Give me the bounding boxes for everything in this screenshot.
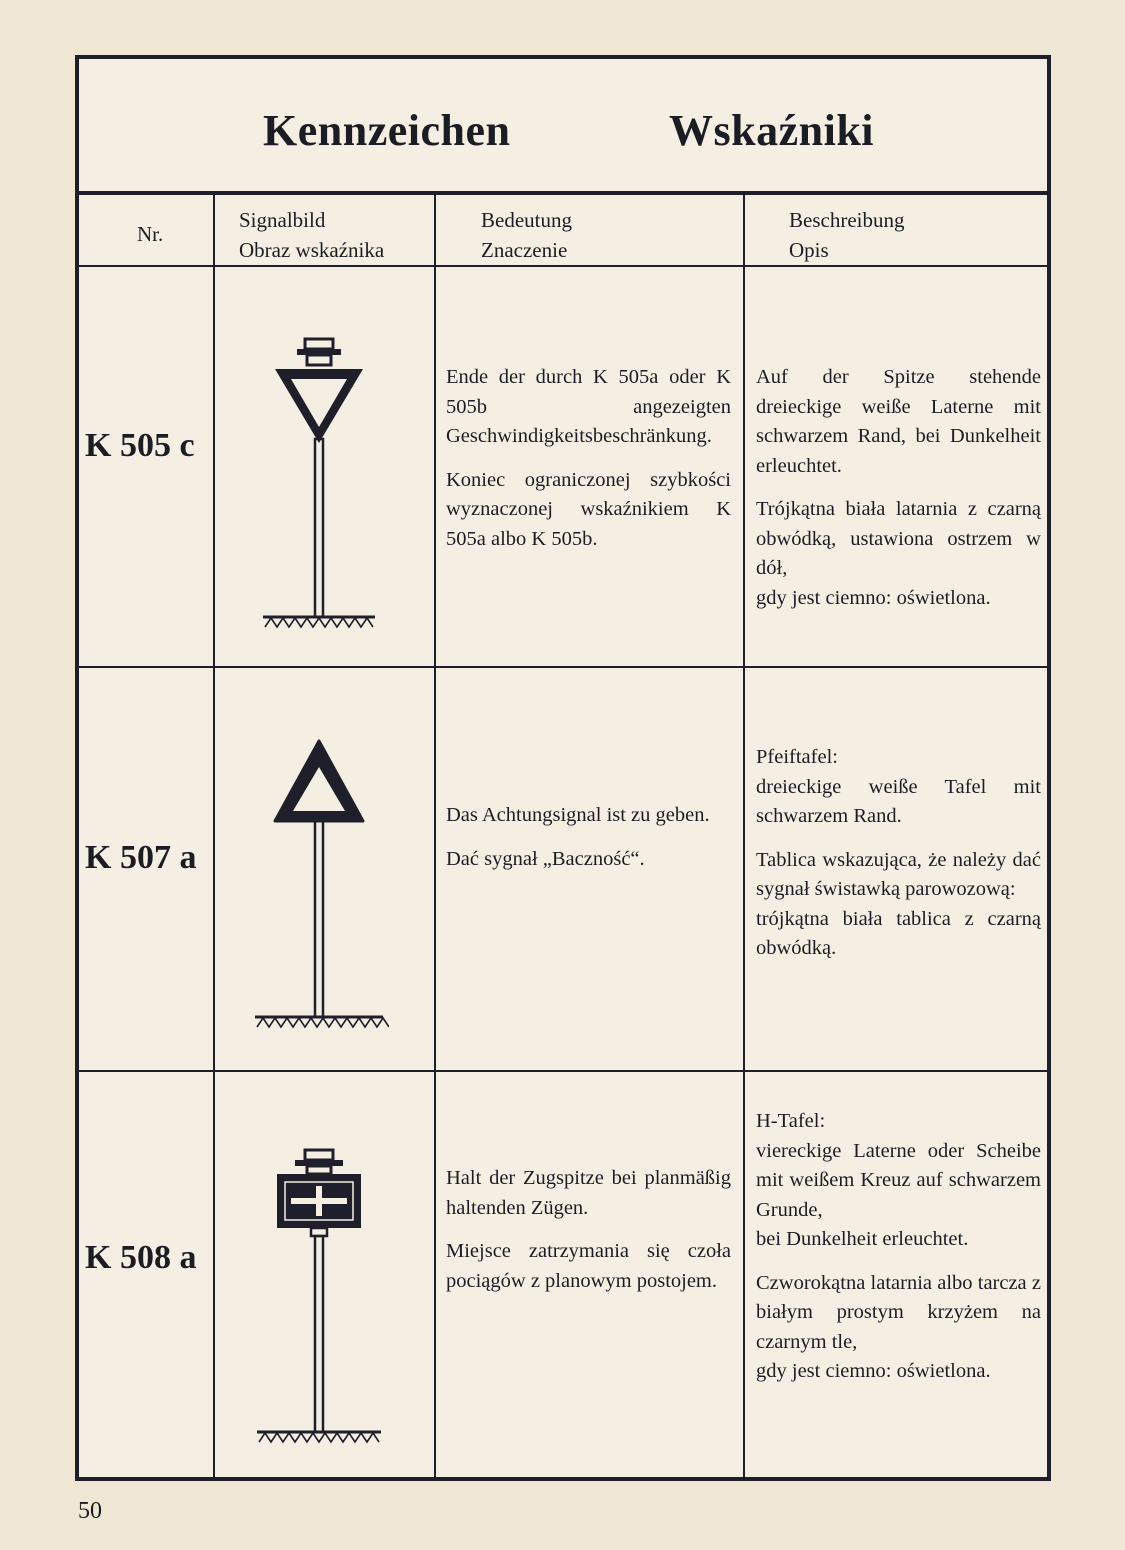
row-divider [79, 666, 1047, 668]
cross-lantern-icon [249, 1144, 389, 1449]
column-divider [434, 195, 436, 1477]
page-number: 50 [78, 1498, 102, 1524]
column-header-nr: Nr. [137, 222, 164, 246]
meaning-cell: Ende der durch K 505a oder K 505b angezeigten Geschwindigkeitsbeschränkung. Koniec ograniczonej szybkości wyznaczonej wskaźnikiem K 505a albo K 505b. [446, 366, 731, 550]
signal-number: K 507 a [85, 839, 197, 876]
signal-number: K 505 c [85, 427, 195, 464]
column-header-signal: Signalbild Obraz wskaźnika [239, 208, 385, 262]
meaning-cell: Halt der Zugspitze bei planmäßig haltenden Zügen. Miejsce zatrzymania się czoła pociągów z planowym postojem. [446, 1167, 731, 1292]
title-polish: Wskaźniki [669, 106, 875, 155]
inverted-triangle-lantern-icon [249, 331, 389, 631]
signal-number: K 508 a [85, 1239, 197, 1276]
header-row-divider [79, 265, 1047, 267]
column-divider [213, 195, 215, 1477]
signals-table [75, 55, 1051, 1481]
meaning-cell: Das Achtungsignal ist zu geben. Dać sygnał „Baczność“. [446, 804, 710, 870]
title-band [79, 59, 1047, 195]
description-cell: H-Tafel: viereckige Laterne oder Scheibe mit weißem Kreuz auf schwarzem Grunde, bei Dunkelheit erleuchtet. Czworokątna latarnia albo tarcza z białym prostym krzyżem na czarnym tle, gdy jest ciemno: oświetlona. [756, 1110, 1041, 1382]
column-header-description: Beschreibung Opis [789, 208, 905, 262]
column-divider [743, 195, 745, 1477]
column-header-meaning: Bedeutung Znaczenie [481, 208, 572, 262]
description-cell: Auf der Spitze stehende dreieckige weiße Laterne mit schwarzem Rand, bei Dunkelheit erleuchtet. Trójkątna biała latarnia z czarną obwódką, ustawiona ostrzem w dół, gdy jest ciemno: oświetlona. [756, 366, 1041, 609]
title-german: Kennzeichen [263, 106, 511, 155]
row-divider [79, 1070, 1047, 1072]
description-cell: Pfeiftafel: dreieckige weiße Tafel mit schwarzem Rand. Tablica wskazująca, że należy dać sygnał świstawką parowozową: trójkątna biała tablica z czarną obwódką. [756, 746, 1041, 959]
triangle-board-icon [249, 731, 389, 1041]
